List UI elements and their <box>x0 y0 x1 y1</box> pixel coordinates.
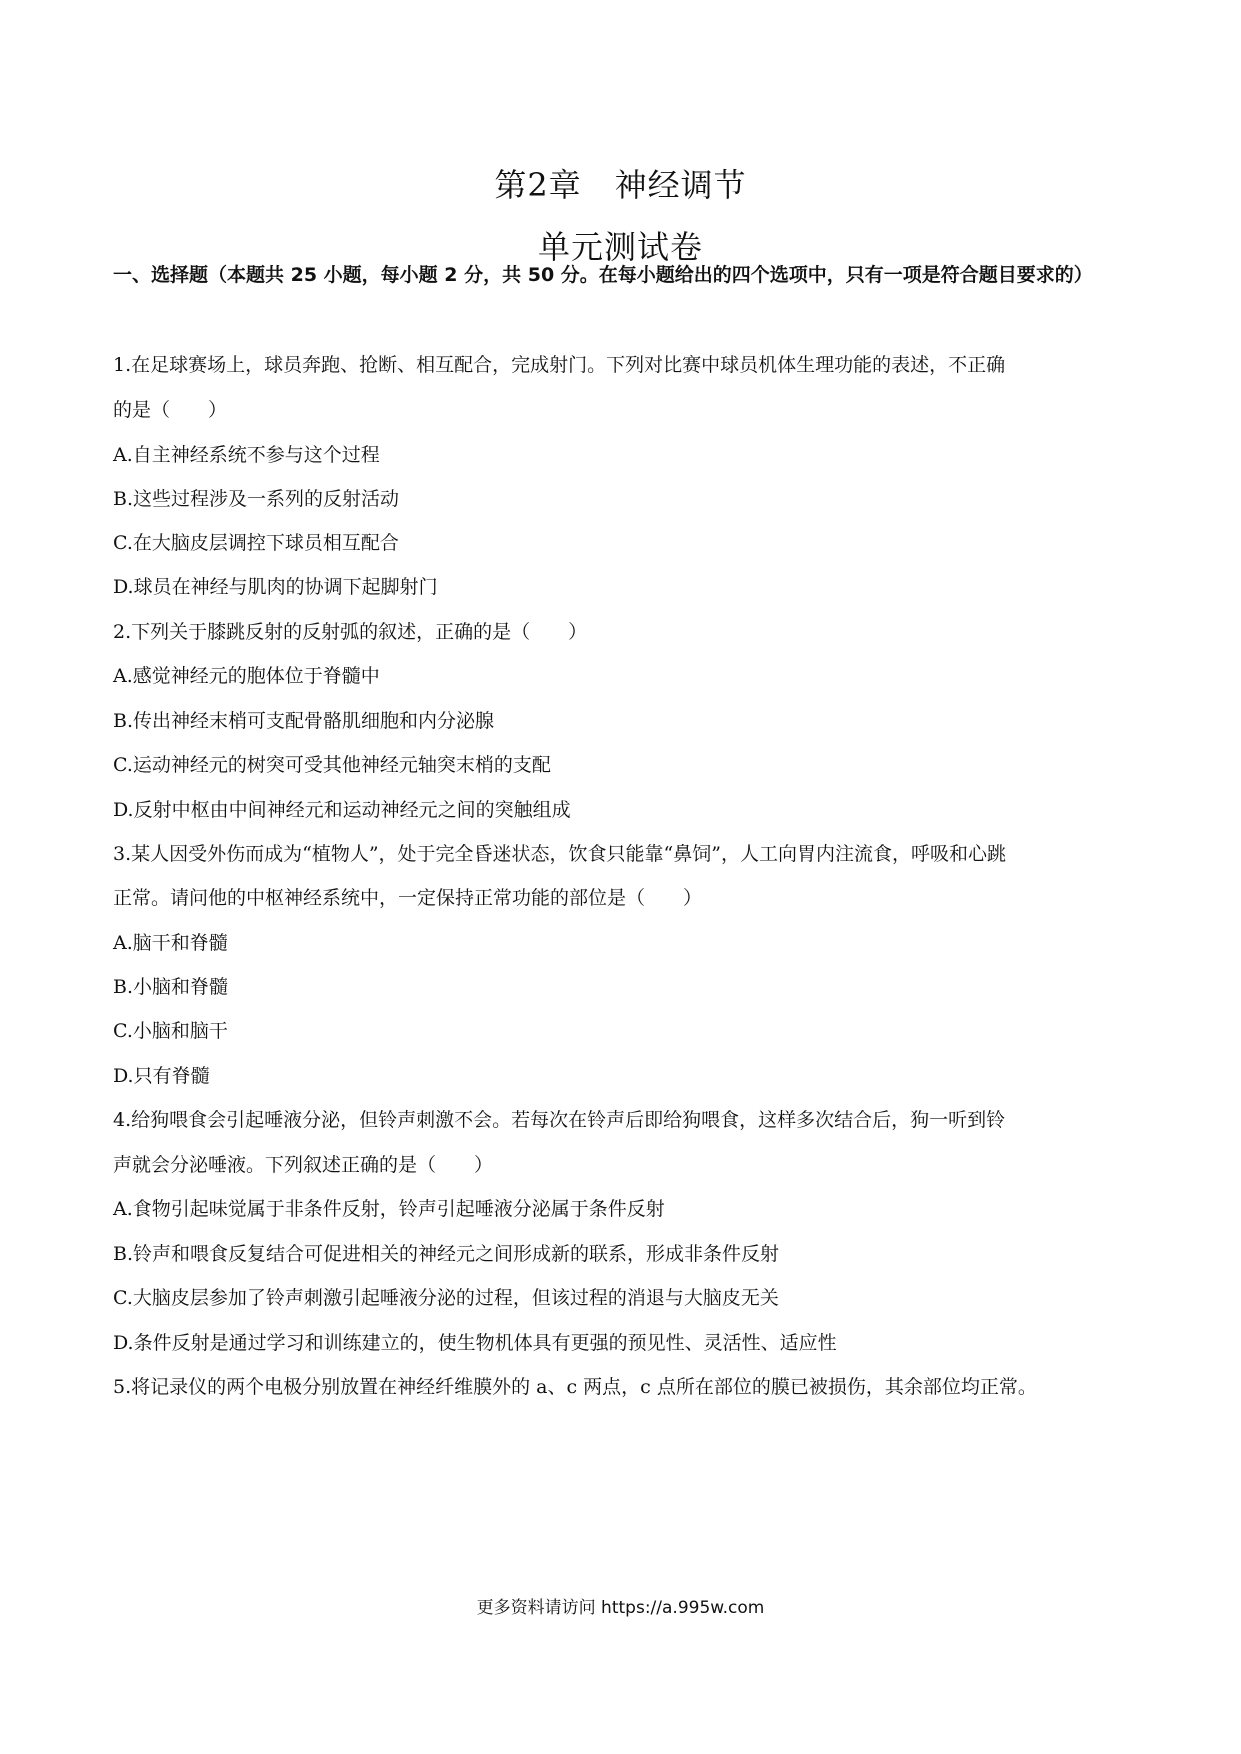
question-line: 1.在足球赛场上，球员奔跑、抢断、相互配合，完成射门。下列对比赛中球员机体生理功能的表述，不正确 <box>113 354 1006 376</box>
option-line: C.在大脑皮层调控下球员相互配合 <box>113 532 399 554</box>
question-line: 4.给狗喂食会引起唾液分泌，但铃声刺激不会。若每次在铃声后即给狗喂食，这样多次结合后，狗一听到铃 <box>113 1109 1006 1131</box>
option-line: C.大脑皮层参加了铃声刺激引起唾液分泌的过程，但该过程的消退与大脑皮无关 <box>113 1287 779 1309</box>
option-line: D.只有脊髓 <box>113 1065 210 1087</box>
option-line: C.运动神经元的树突可受其他神经元轴突末梢的支配 <box>113 754 551 776</box>
section-header: 一、选择题（本题共 25 小题，每小题 2 分，共 50 分。在每小题给出的四个选项中，只有一项是符合题目要求的） <box>113 264 1093 286</box>
option-line: B.传出神经末梢可支配骨骼肌细胞和内分泌腺 <box>113 710 495 732</box>
option-line: D.球员在神经与肌肉的协调下起脚射门 <box>113 576 438 598</box>
option-line: B.这些过程涉及一系列的反射活动 <box>113 488 400 510</box>
option-line: A.脑干和脊髓 <box>113 932 228 954</box>
question-line: 5.将记录仪的两个电极分别放置在神经纤维膜外的 a、c 两点，c 点所在部位的膜已被损伤，其余部位均正常。 <box>113 1376 1037 1398</box>
footer-link[interactable]: 更多资料请访问 https://a.995w.com <box>476 1598 765 1618</box>
option-line: C.小脑和脑干 <box>113 1020 228 1042</box>
question-line: 3.某人因受外伤而成为“植物人”，处于完全昏迷状态，饮食只能靠“鼻饲”，人工向胃内注流食，呼吸和心跳 <box>113 843 1006 865</box>
question-line: 正常。请问他的中枢神经系统中，一定保持正常功能的部位是（ ） <box>113 887 703 909</box>
test-subtitle: 单元测试卷 <box>537 228 703 266</box>
question-line: 2.下列关于膝跳反射的反射弧的叙述，正确的是（ ） <box>113 621 588 643</box>
option-line: A.感觉神经元的胞体位于脊髓中 <box>113 665 380 687</box>
option-line: B.小脑和脊髓 <box>113 976 229 998</box>
option-line: D.条件反射是通过学习和训练建立的，使生物机体具有更强的预见性、灵活性、适应性 <box>113 1332 837 1354</box>
question-line: 声就会分泌唾液。下列叙述正确的是（ ） <box>113 1154 494 1176</box>
option-line: A.食物引起味觉属于非条件反射，铃声引起唾液分泌属于条件反射 <box>113 1198 665 1220</box>
chapter-title: 第2章 神经调节 <box>494 166 747 204</box>
option-line: A.自主神经系统不参与这个过程 <box>113 444 380 466</box>
option-line: D.反射中枢由中间神经元和运动神经元之间的突触组成 <box>113 799 571 821</box>
question-line: 的是（ ） <box>113 399 228 421</box>
option-line: B.铃声和喂食反复结合可促进相关的神经元之间形成新的联系，形成非条件反射 <box>113 1243 780 1265</box>
